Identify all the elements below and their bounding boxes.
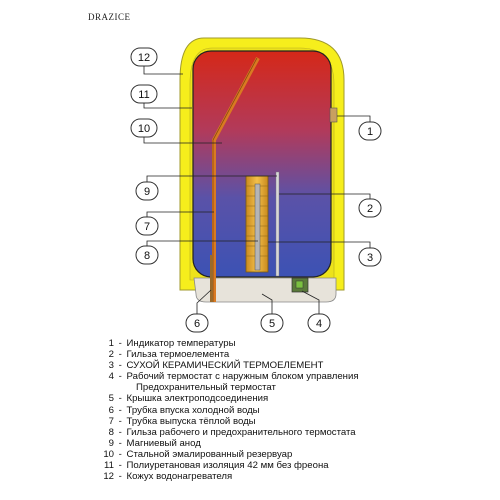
callout-11 [131,85,157,103]
thermostat-knob [296,281,303,288]
callout-10 [131,119,157,137]
legend-item: 11 - Полиуретановая изоляция 42 мм без фреона [104,460,329,472]
legend-item: 9 - Магниевый анод [108,437,201,449]
svg-text:3: 3 [366,252,374,264]
callout-3 [359,248,381,266]
brand-label: DRAZICE [88,12,131,22]
callout-6 [186,314,208,332]
svg-text:12: 12 [137,52,151,64]
legend-item: 1 - Индикатор температуры [108,338,236,349]
temperature-indicator [330,108,337,122]
legend-item: 8 - Гильза рабочего и предохранительного термостата [108,426,356,438]
legend-item: 10 - Стальной эмалированный резервуар [103,448,293,460]
svg-text:7: 7 [143,221,151,233]
svg-text:9: 9 [143,186,151,198]
callout-4 [308,314,330,332]
legend-item: 7 - Трубка выпуска тёплой воды [108,415,256,427]
svg-text:6: 6 [193,318,201,330]
callout-8 [136,246,158,264]
svg-text:8: 8 [143,250,151,262]
legend-item: 5 - Крышка электроподсоединения [108,393,269,405]
legend-item: 6 - Трубка впуска холодной воды [108,404,260,416]
legend-item: 4 - Рабочий термостат с наружным блоком управления [108,371,359,383]
cold-water-pipe [210,255,213,302]
callout-5 [261,314,283,332]
svg-text:1: 1 [366,126,374,138]
thermostat-sheath [255,184,260,270]
callout-12 [131,48,157,66]
callout-1 [359,122,381,140]
legend-item-continuation: Предохранительный термостат [136,382,276,394]
legend-item: 12 - Кожух водонагревателя [103,471,233,483]
svg-text:10: 10 [137,123,151,135]
legend-item: 3 - СУХОЙ КЕРАМИЧЕСКИЙ ТЕРМОЕЛЕМЕНТ [108,360,324,372]
callout-7 [136,217,158,235]
svg-text:11: 11 [138,89,150,101]
callout-2 [359,199,381,217]
svg-text:5: 5 [268,318,276,330]
svg-text:2: 2 [366,203,374,215]
magnesium-anode [276,172,279,276]
callout-9 [136,182,158,200]
component-legend [96,338,496,482]
legend-item: 2 - Гильза термоелемента [108,349,230,361]
svg-text:4: 4 [315,318,323,330]
